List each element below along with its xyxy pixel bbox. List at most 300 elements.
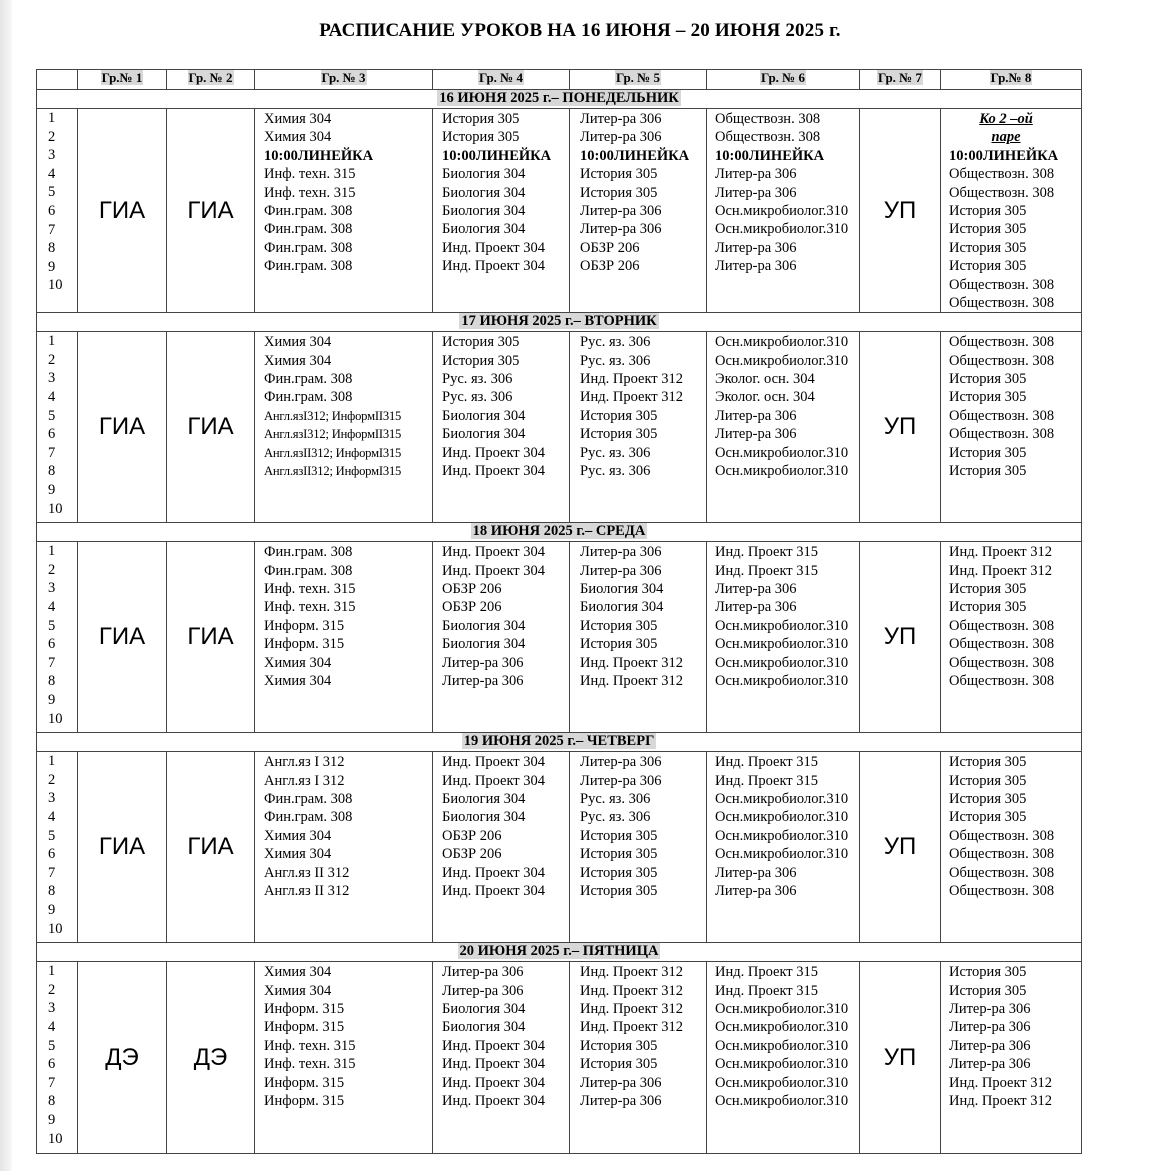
lesson-entry: Инд. Проект 304 xyxy=(442,239,546,256)
lesson-number: 5 xyxy=(48,827,56,844)
lesson-entry: История 305 xyxy=(949,463,1027,480)
lesson-entry: История 305 xyxy=(442,111,520,127)
group-6-lessons xyxy=(707,752,860,943)
group-8-lessons xyxy=(941,332,1082,523)
group-7-status: УП xyxy=(860,109,941,313)
lesson-entry: Информ. 315 xyxy=(264,1074,345,1091)
lesson-entry: Литер-ра 306 xyxy=(949,1056,1031,1073)
lesson-entry: История 305 xyxy=(580,1037,658,1054)
lesson-entry: Химия 304 xyxy=(264,827,332,844)
group-3-lessons xyxy=(255,962,433,1154)
lesson-number: 2 xyxy=(48,128,56,145)
lesson-entry: Инф. техн. 315 xyxy=(264,1056,356,1073)
lesson-numbers-cell xyxy=(37,332,78,523)
lesson-entry: Химия 304 xyxy=(264,334,332,351)
lesson-entry: Инд. Проект 304 xyxy=(442,883,546,900)
lesson-entry: История 305 xyxy=(949,221,1027,238)
day-label: 17 ИЮНЯ 2025 г.– ВТОРНИК xyxy=(461,313,657,330)
lesson-entry: Осн.микробиолог.310 xyxy=(715,791,849,808)
lesson-number: 5 xyxy=(48,184,56,201)
lesson-number: 10 xyxy=(48,1130,63,1147)
group-5-lessons xyxy=(570,542,707,733)
lesson-entry: Литер-ра 306 xyxy=(715,581,797,598)
lesson-number: 10 xyxy=(48,277,63,294)
lesson-entry: Инф. техн. 315 xyxy=(264,599,356,616)
group-2-status: ГИА xyxy=(167,332,255,523)
lesson-entry: История 305 xyxy=(949,599,1027,616)
header-group-3: Гр. № 3 xyxy=(255,70,433,90)
lesson-entry: ОБЗР 206 xyxy=(580,239,640,256)
day-label: 18 ИЮНЯ 2025 г.– СРЕДА xyxy=(472,523,646,540)
lesson-numbers-cell xyxy=(37,752,78,943)
day-lessons-row xyxy=(37,962,1082,1154)
lesson-entry: Эколог. осн. 304 xyxy=(715,371,815,388)
lesson-entry: Осн.микробиолог.310 xyxy=(715,1074,849,1091)
schedule-table xyxy=(36,69,1082,1154)
lesson-entry: 10:00ЛИНЕЙКА xyxy=(264,147,374,164)
lesson-entry: Литер-ра 306 xyxy=(580,221,662,238)
lesson-entry: Инд. Проект 304 xyxy=(442,1093,546,1110)
lesson-number: 5 xyxy=(48,407,56,424)
lesson-entry: Химия 304 xyxy=(264,111,332,127)
lesson-entry: Инд. Проект 304 xyxy=(442,1037,546,1054)
lesson-entry: Биология 304 xyxy=(442,791,526,808)
lesson-entry: Биология 304 xyxy=(442,407,526,424)
group-8-note: паре xyxy=(991,129,1021,146)
page-title: РАСПИСАНИЕ УРОКОВ НА 16 ИЮНЯ – 20 ИЮНЯ 2025 г. xyxy=(319,20,841,41)
lesson-entry: Химия 304 xyxy=(264,352,332,369)
lesson-number: 4 xyxy=(48,389,56,406)
lesson-number: 1 xyxy=(48,110,56,126)
lesson-entry: Инд. Проект 312 xyxy=(949,562,1053,579)
group-5-lessons xyxy=(570,109,707,313)
lesson-entry: Осн.микробиолог.310 xyxy=(715,809,849,826)
lesson-entry: Фин.грам. 308 xyxy=(264,544,353,561)
lesson-number: 10 xyxy=(48,920,63,937)
group-5-lessons xyxy=(570,332,707,523)
lesson-entry: Англ.яз I 312 xyxy=(264,772,345,789)
lesson-entry: Англ.язI312; ИнформII315 xyxy=(264,408,402,423)
lesson-entry: История 305 xyxy=(442,334,520,351)
lesson-entry: Литер-ра 306 xyxy=(580,1074,662,1091)
lesson-entry: Англ.яз II 312 xyxy=(264,864,350,881)
group-6-lessons xyxy=(707,332,860,523)
lesson-number: 8 xyxy=(48,1093,56,1110)
lesson-entry: Инд. Проект 315 xyxy=(715,544,819,561)
lesson-number: 10 xyxy=(48,500,63,517)
lesson-entry: Литер-ра 306 xyxy=(580,111,662,127)
group-3-lessons xyxy=(255,332,433,523)
lesson-entry: Инд. Проект 312 xyxy=(580,982,684,999)
group-7-status: УП xyxy=(860,542,941,733)
lesson-entry: Химия 304 xyxy=(264,846,332,863)
day-lessons-row xyxy=(37,542,1082,733)
lesson-entry: Обществозн. 308 xyxy=(949,352,1055,369)
lesson-number: 3 xyxy=(48,147,56,164)
lesson-entry: История 305 xyxy=(580,636,658,653)
lesson-entry: История 305 xyxy=(580,426,658,443)
lesson-entry: Обществозн. 308 xyxy=(949,294,1055,311)
lesson-entry: Информ. 315 xyxy=(264,617,345,634)
lesson-entry: Химия 304 xyxy=(264,673,332,690)
lesson-number: 4 xyxy=(48,1019,56,1036)
lesson-entry: Инд. Проект 304 xyxy=(442,562,546,579)
day-header-cell xyxy=(37,313,1082,332)
lesson-entry: Информ. 315 xyxy=(264,1019,345,1036)
lesson-entry: Инд. Проект 312 xyxy=(580,371,684,388)
lesson-entry: Литер-ра 306 xyxy=(715,166,797,183)
lesson-entry: История 305 xyxy=(580,184,658,201)
lesson-entry: Информ. 315 xyxy=(264,636,345,653)
day-header-row xyxy=(37,523,1082,542)
lesson-entry: Инд. Проект 312 xyxy=(580,654,684,671)
lesson-entry: Литер-ра 306 xyxy=(949,1001,1031,1018)
lesson-entry: Осн.микробиолог.310 xyxy=(715,1056,849,1073)
lesson-entry: Биология 304 xyxy=(580,581,664,598)
day-header-row xyxy=(37,313,1082,332)
lesson-entry: История 305 xyxy=(949,258,1027,275)
lesson-entry: ОБЗР 206 xyxy=(580,258,640,275)
lesson-entry: 10:00ЛИНЕЙКА xyxy=(580,147,690,164)
lesson-entry: История 305 xyxy=(949,791,1027,808)
lesson-entry: Инф. техн. 315 xyxy=(264,184,356,201)
lesson-entry: Обществозн. 308 xyxy=(949,166,1055,183)
group-5-lessons xyxy=(570,962,707,1154)
lesson-number: 4 xyxy=(48,809,56,826)
lesson-entry: Литер-ра 306 xyxy=(442,673,524,690)
lesson-entry: Инд. Проект 312 xyxy=(580,1001,684,1018)
lesson-entry: Литер-ра 306 xyxy=(715,883,797,900)
lesson-entry: История 305 xyxy=(580,864,658,881)
lesson-entry: История 305 xyxy=(949,809,1027,826)
lesson-entry: Рус. яз. 306 xyxy=(580,334,651,351)
lesson-entry: Литер-ра 306 xyxy=(715,184,797,201)
lesson-entry: Фин.грам. 308 xyxy=(264,809,353,826)
schedule-body xyxy=(37,70,1082,1154)
lesson-entry: Англ.язII312; ИнформI315 xyxy=(264,464,402,479)
lesson-entry: Литер-ра 306 xyxy=(442,982,524,999)
lesson-entry: Осн.микробиолог.310 xyxy=(715,1037,849,1054)
lesson-number: 6 xyxy=(48,1056,56,1073)
lesson-entry: Обществозн. 308 xyxy=(949,883,1055,900)
lesson-numbers-cell xyxy=(37,962,78,1154)
lesson-entry: Инд. Проект 312 xyxy=(580,673,684,690)
page-edge-shadow xyxy=(0,0,12,1171)
group-2-status: ГИА xyxy=(167,542,255,733)
lesson-number: 9 xyxy=(48,258,56,275)
lesson-number: 7 xyxy=(48,1074,56,1091)
day-header-row xyxy=(37,943,1082,962)
lesson-entry: Инд. Проект 304 xyxy=(442,1074,546,1091)
lesson-entry: Инд. Проект 312 xyxy=(580,1019,684,1036)
lesson-entry: Обществозн. 308 xyxy=(949,846,1055,863)
lesson-number: 1 xyxy=(48,333,56,350)
lesson-entry: История 305 xyxy=(949,772,1027,789)
day-header-row xyxy=(37,733,1082,752)
lesson-number: 8 xyxy=(48,883,56,900)
lesson-number: 5 xyxy=(48,617,56,634)
lesson-entry: Эколог. осн. 304 xyxy=(715,389,815,406)
group-4-lessons xyxy=(433,962,570,1154)
lesson-entry: Инд. Проект 304 xyxy=(442,444,546,461)
group-4-lessons xyxy=(433,752,570,943)
header-group-1: Гр.№ 1 xyxy=(78,70,167,90)
group-5-lessons xyxy=(570,752,707,943)
day-label: 16 ИЮНЯ 2025 г.– ПОНЕДЕЛЬНИК xyxy=(439,90,679,106)
group-7-status: УП xyxy=(860,962,941,1154)
lesson-entry: История 305 xyxy=(580,166,658,183)
lesson-entry: Литер-ра 306 xyxy=(949,1037,1031,1054)
lesson-entry: Инд. Проект 312 xyxy=(949,1074,1053,1091)
lesson-number: 1 xyxy=(48,753,56,770)
lesson-entry: Англ.язI312; ИнформII315 xyxy=(264,427,402,442)
group-8-note: Ко 2 –ой xyxy=(979,111,1033,127)
lesson-entry: История 305 xyxy=(580,1056,658,1073)
group-3-lessons xyxy=(255,542,433,733)
lesson-number: 2 xyxy=(48,981,56,998)
lesson-number: 6 xyxy=(48,846,56,863)
lesson-entry: Инд. Проект 315 xyxy=(715,964,819,981)
lesson-entry: Осн.микробиолог.310 xyxy=(715,463,849,480)
group-8-lessons xyxy=(941,109,1082,313)
lesson-entry: Англ.язII312; ИнформI315 xyxy=(264,445,402,460)
lesson-entry: Биология 304 xyxy=(442,617,526,634)
lesson-entry: История 305 xyxy=(442,129,520,146)
lesson-entry: История 305 xyxy=(580,846,658,863)
group-2-status: ГИА xyxy=(167,109,255,313)
lesson-number: 10 xyxy=(48,710,63,727)
header-group-4: Гр. № 4 xyxy=(433,70,570,90)
lesson-entry: Биология 304 xyxy=(442,1019,526,1036)
lesson-entry: История 305 xyxy=(949,239,1027,256)
lesson-number: 6 xyxy=(48,426,56,443)
header-corner xyxy=(37,70,78,90)
lesson-entry: Фин.грам. 308 xyxy=(264,202,353,219)
lesson-entry: Обществозн. 308 xyxy=(715,129,821,146)
lesson-number: 2 xyxy=(48,351,56,368)
day-lessons-row xyxy=(37,332,1082,523)
day-header-cell xyxy=(37,733,1082,752)
lesson-entry: ОБЗР 206 xyxy=(442,827,502,844)
lesson-entry: Инд. Проект 304 xyxy=(442,463,546,480)
lesson-entry: История 305 xyxy=(580,827,658,844)
group-2-status: ДЭ xyxy=(167,962,255,1154)
lesson-entry: Рус. яз. 306 xyxy=(580,444,651,461)
lesson-number: 5 xyxy=(48,1037,56,1054)
lesson-entry: Осн.микробиолог.310 xyxy=(715,1019,849,1036)
lesson-entry: Биология 304 xyxy=(442,166,526,183)
header-group-5: Гр. № 5 xyxy=(570,70,707,90)
lesson-number: 9 xyxy=(48,1112,56,1129)
lesson-entry: Фин.грам. 308 xyxy=(264,371,353,388)
lesson-entry: Биология 304 xyxy=(442,221,526,238)
day-header-cell xyxy=(37,90,1082,109)
lesson-entry: Фин.грам. 308 xyxy=(264,239,353,256)
lesson-entry: Рус. яз. 306 xyxy=(580,809,651,826)
lesson-entry: Литер-ра 306 xyxy=(715,864,797,881)
group-3-lessons xyxy=(255,752,433,943)
lesson-entry: Осн.микробиолог.310 xyxy=(715,827,849,844)
lesson-entry: Обществозн. 308 xyxy=(949,407,1055,424)
group-4-lessons xyxy=(433,109,570,313)
lesson-entry: Литер-ра 306 xyxy=(715,239,797,256)
lesson-entry: Химия 304 xyxy=(264,654,332,671)
group-4-lessons xyxy=(433,542,570,733)
lesson-entry: Инф. техн. 315 xyxy=(264,1037,356,1054)
lesson-entry: Фин.грам. 308 xyxy=(264,389,353,406)
lesson-number: 9 xyxy=(48,902,56,919)
group-1-status: ГИА xyxy=(78,542,167,733)
lesson-number: 9 xyxy=(48,482,56,499)
lesson-entry: Осн.микробиолог.310 xyxy=(715,202,849,219)
lesson-entry: История 305 xyxy=(580,617,658,634)
lesson-number: 6 xyxy=(48,202,56,219)
header-group-2: Гр. № 2 xyxy=(167,70,255,90)
lesson-entry: История 305 xyxy=(580,407,658,424)
lesson-numbers-cell xyxy=(37,542,78,733)
lesson-entry: Осн.микробиолог.310 xyxy=(715,352,849,369)
lesson-entry: Рус. яз. 306 xyxy=(580,463,651,480)
lesson-entry: Литер-ра 306 xyxy=(442,964,524,981)
lesson-entry: Обществозн. 308 xyxy=(949,426,1055,443)
lesson-entry: Осн.микробиолог.310 xyxy=(715,673,849,690)
lesson-entry: Осн.микробиолог.310 xyxy=(715,1093,849,1110)
lesson-number: 3 xyxy=(48,370,56,387)
group-6-lessons xyxy=(707,542,860,733)
lesson-entry: Литер-ра 306 xyxy=(442,654,524,671)
lesson-entry: Обществозн. 308 xyxy=(949,654,1055,671)
lesson-entry: Инд. Проект 312 xyxy=(580,964,684,981)
lesson-number: 8 xyxy=(48,240,56,257)
day-label: 19 ИЮНЯ 2025 г.– ЧЕТВЕРГ xyxy=(463,733,655,750)
group-1-status: ДЭ xyxy=(78,962,167,1154)
lesson-entry: Обществозн. 308 xyxy=(949,864,1055,881)
lesson-entry: Химия 304 xyxy=(264,129,332,146)
lesson-entry: Инд. Проект 312 xyxy=(949,1093,1053,1110)
lesson-entry: Литер-ра 306 xyxy=(715,407,797,424)
lesson-number: 7 xyxy=(48,444,56,461)
lesson-entry: Инд. Проект 312 xyxy=(949,544,1053,561)
lesson-entry: Инд. Проект 315 xyxy=(715,982,819,999)
lesson-entry: Литер-ра 306 xyxy=(715,258,797,275)
day-lessons-row xyxy=(37,752,1082,943)
lesson-entry: Биология 304 xyxy=(442,184,526,201)
day-label: 20 ИЮНЯ 2025 г.– ПЯТНИЦА xyxy=(459,943,659,960)
lesson-entry: Обществозн. 308 xyxy=(949,617,1055,634)
lesson-entry: Инд. Проект 304 xyxy=(442,864,546,881)
lesson-entry: Фин.грам. 308 xyxy=(264,258,353,275)
lesson-number: 6 xyxy=(48,636,56,653)
lesson-entry: Инф. техн. 315 xyxy=(264,581,356,598)
lesson-entry: Рус. яз. 306 xyxy=(580,791,651,808)
lesson-entry: ОБЗР 206 xyxy=(442,581,502,598)
lesson-entry: Информ. 315 xyxy=(264,1001,345,1018)
lesson-entry: Биология 304 xyxy=(442,636,526,653)
lesson-entry: История 305 xyxy=(949,982,1027,999)
lesson-entry: Обществозн. 308 xyxy=(949,827,1055,844)
lesson-entry: Химия 304 xyxy=(264,982,332,999)
lesson-entry: Англ.яз II 312 xyxy=(264,883,350,900)
lesson-entry: История 305 xyxy=(949,964,1027,981)
lesson-entry: Фин.грам. 308 xyxy=(264,562,353,579)
group-6-lessons xyxy=(707,962,860,1154)
lesson-entry: Обществозн. 308 xyxy=(949,636,1055,653)
lesson-entry: Инд. Проект 304 xyxy=(442,754,546,771)
day-header-cell xyxy=(37,523,1082,542)
lesson-number: 3 xyxy=(48,580,56,597)
lesson-entry: Литер-ра 306 xyxy=(580,202,662,219)
lesson-number: 4 xyxy=(48,165,56,182)
lesson-number: 7 xyxy=(48,221,56,238)
lesson-entry: Инд. Проект 312 xyxy=(580,389,684,406)
lesson-entry: Обществозн. 308 xyxy=(949,184,1055,201)
lesson-entry: Осн.микробиолог.310 xyxy=(715,1001,849,1018)
lesson-number: 8 xyxy=(48,673,56,690)
day-header-cell xyxy=(37,943,1082,962)
lesson-entry: История 305 xyxy=(442,352,520,369)
lesson-entry: Химия 304 xyxy=(264,964,332,981)
lesson-entry: ОБЗР 206 xyxy=(442,599,502,616)
lesson-entry: Рус. яз. 306 xyxy=(442,371,513,388)
lesson-entry: Осн.микробиолог.310 xyxy=(715,654,849,671)
lesson-entry: Инф. техн. 315 xyxy=(264,166,356,183)
group-8-lessons xyxy=(941,752,1082,943)
header-group-8: Гр.№ 8 xyxy=(941,70,1082,90)
lesson-entry: Инд. Проект 315 xyxy=(715,772,819,789)
lesson-entry: Литер-ра 306 xyxy=(580,562,662,579)
lesson-entry: Инд. Проект 315 xyxy=(715,754,819,771)
lesson-entry: Литер-ра 306 xyxy=(580,544,662,561)
lesson-entry: Биология 304 xyxy=(442,426,526,443)
lesson-number: 8 xyxy=(48,463,56,480)
lesson-entry: 10:00ЛИНЕЙКА xyxy=(715,147,825,164)
lesson-entry: Обществозн. 308 xyxy=(949,334,1055,351)
lesson-number: 4 xyxy=(48,599,56,616)
lesson-entry: Инд. Проект 304 xyxy=(442,544,546,561)
lesson-number: 3 xyxy=(48,790,56,807)
lesson-entry: Фин.грам. 308 xyxy=(264,221,353,238)
group-8-lessons xyxy=(941,542,1082,733)
lesson-number: 9 xyxy=(48,692,56,709)
header-group-7: Гр. № 7 xyxy=(860,70,941,90)
lesson-entry: Рус. яз. 306 xyxy=(580,352,651,369)
lesson-entry: Рус. яз. 306 xyxy=(442,389,513,406)
lesson-entry: Литер-ра 306 xyxy=(580,772,662,789)
lesson-entry: Литер-ра 306 xyxy=(580,1093,662,1110)
lesson-entry: Осн.микробиолог.310 xyxy=(715,444,849,461)
lesson-number: 3 xyxy=(48,1000,56,1017)
lesson-entry: Обществозн. 308 xyxy=(715,111,821,127)
lesson-entry: Осн.микробиолог.310 xyxy=(715,221,849,238)
lesson-entry: История 305 xyxy=(949,202,1027,219)
lesson-entry: Литер-ра 306 xyxy=(580,129,662,146)
header-row xyxy=(37,70,1082,90)
lesson-entry: ОБЗР 206 xyxy=(442,846,502,863)
lesson-entry: История 305 xyxy=(949,371,1027,388)
lesson-number: 1 xyxy=(48,963,56,980)
lesson-entry: 10:00ЛИНЕЙКА xyxy=(442,147,552,164)
lesson-entry: Инд. Проект 315 xyxy=(715,562,819,579)
lesson-entry: Биология 304 xyxy=(442,1001,526,1018)
header-group-6: Гр. № 6 xyxy=(707,70,860,90)
lesson-entry: История 305 xyxy=(949,444,1027,461)
lesson-entry: Обществозн. 308 xyxy=(949,673,1055,690)
lesson-entry: Литер-ра 306 xyxy=(715,426,797,443)
lesson-entry: Информ. 315 xyxy=(264,1093,345,1110)
group-2-status: ГИА xyxy=(167,752,255,943)
lesson-entry: Литер-ра 306 xyxy=(580,754,662,771)
day-header-row xyxy=(37,90,1082,109)
